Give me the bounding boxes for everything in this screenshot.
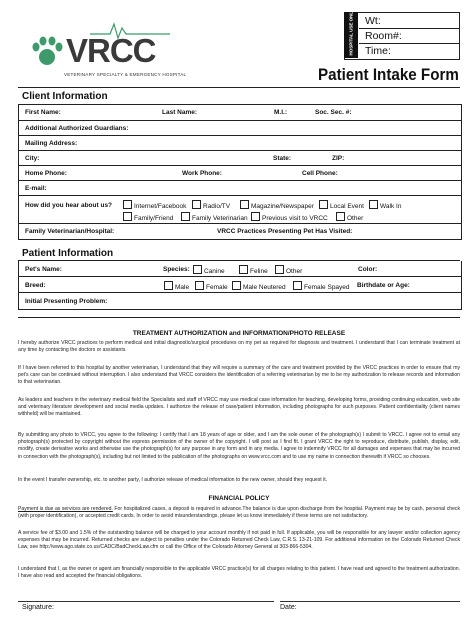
option-local-event[interactable]: Local Event — [319, 200, 364, 210]
date-line — [280, 601, 460, 602]
form-title: Patient Intake Form — [318, 66, 459, 84]
mailing-address-field[interactable]: Mailing Address: — [25, 140, 78, 147]
signature-field[interactable]: Signature: — [22, 604, 54, 611]
home-phone-field[interactable]: Home Phone: — [25, 170, 67, 177]
signature-line — [18, 601, 274, 602]
patient-info-grid — [18, 261, 462, 310]
release-paragraph-3: As leaders and teachers in the veterinary medical field the Specialists and staff of VRCC may use medical case information for teaching, developing forms, providing continuing education, web site and veterinary literature development and social media updates. I authorize the release of case/patient information, including photographs for such purposes. Patient confidentiality (client names withheld) will be maintained. — [18, 397, 460, 418]
problem-row — [19, 293, 461, 309]
header-rule — [18, 87, 460, 88]
financial-paragraph-3: I understand that I, as the owner or agent am financially responsible to the applicable VRCC practice(s) for all charges relating to this patient. I have read and agreed to the treatment authorization. I have also read and accepted the financial obligations. — [18, 566, 460, 580]
payment-due-text: Payment is due as services are rendered. — [18, 506, 113, 512]
checkbox[interactable] — [319, 200, 328, 209]
sex-male[interactable]: Male — [164, 281, 189, 291]
checkbox[interactable] — [240, 200, 249, 209]
hear-about-row — [19, 196, 461, 224]
species-canine[interactable]: Canine — [193, 265, 225, 275]
checkbox[interactable] — [275, 265, 284, 274]
checkbox[interactable] — [239, 265, 248, 274]
phone-row — [19, 166, 461, 181]
patient-info-heading: Patient Information — [22, 248, 114, 259]
time-label: Time: — [365, 45, 391, 57]
release-paragraph-5: In the event I transfer ownership, etc. to another party, I authorize release of medical information to the new owner, should they request it. — [18, 477, 328, 483]
ssn-field[interactable]: Soc. Sec. #: — [315, 109, 352, 116]
species-label: Species: — [163, 266, 190, 273]
guardians-field[interactable]: Additional Authorized Guardians: — [25, 125, 129, 132]
problem-line — [18, 317, 460, 318]
breed-field[interactable]: Breed: — [25, 282, 46, 289]
checkbox[interactable] — [336, 212, 345, 221]
color-field[interactable]: Color: — [358, 266, 378, 273]
sex-female-spayed[interactable]: Female Spayed — [293, 281, 350, 291]
release-title: TREATMENT AUTHORIZATION and INFORMATION/PHOTO RELEASE — [132, 330, 346, 337]
checkbox[interactable] — [164, 281, 173, 290]
state-field[interactable]: State: — [273, 155, 292, 162]
presenting-problem-field[interactable]: Initial Presenting Problem: — [25, 298, 108, 305]
room-label: Room#: — [365, 30, 402, 42]
checkbox[interactable] — [293, 281, 302, 290]
date-field[interactable]: Date: — [280, 604, 297, 611]
hospital-use-label: HOSPITAL USE ONLY — [348, 9, 354, 56]
checkbox[interactable] — [195, 281, 204, 290]
checkbox[interactable] — [123, 212, 132, 221]
pet-name-field[interactable]: Pet's Name: — [25, 266, 62, 273]
client-info-grid — [18, 104, 462, 240]
hospital-use-tab — [344, 9, 358, 58]
checkbox[interactable] — [232, 281, 241, 290]
release-paragraph-2: If I have been referred to this hospital by another veterinarian, I understand that they will require a summary of the care and treatment provided by the VRCC practices in order to ensure that my pet's care can be continued without interruption. I also understand that VRCC considers the identification of a referring veterinarian by me to be my authorization to release records and information to that veterinarian. — [18, 365, 460, 386]
name-row — [19, 105, 461, 121]
option-radio[interactable]: Radio/TV — [192, 200, 230, 210]
checkbox[interactable] — [123, 200, 132, 209]
family-vet-row — [19, 224, 461, 239]
checkbox[interactable] — [181, 212, 190, 221]
email-field[interactable]: E-mail: — [25, 185, 47, 192]
checkbox[interactable] — [193, 265, 202, 274]
work-phone-field[interactable]: Work Phone: — [182, 170, 222, 177]
presenting-vet-field[interactable]: VRCC Practices Presenting Pet Has Visited: — [217, 228, 353, 235]
hospital-use-box — [344, 9, 460, 60]
financial-title: FINANCIAL POLICY — [208, 495, 270, 502]
city-row — [19, 151, 461, 166]
release-paragraph-4: By submitting any photo to VRCC, you agree to the following: I certify that I am 18 years of age or older, and I am the sole owner of the photograph(s) I submit to VRCC. I agree not to email any photograph(s) protected by copyright without the express permission of the owner of the copyright. I will post as I find fit. I grant VRCC the right to reproduce, distribute, publish, display, edit, modify, create derivative works and otherwise use the photograph(s) for any purpose in any form and in any media. I agree to indemnify VRCC for all damages and expenses that may be incurred in connection with the photograph(s), including but not limited to the publication of the photographs on www.vrcc.com and to use my name in connection therewith if VRCC so chooses. — [18, 432, 460, 460]
checkbox[interactable] — [251, 212, 260, 221]
family-vet-field[interactable]: Family Veterinarian/Hospital: — [25, 228, 115, 235]
wt-label: Wt: — [365, 15, 381, 27]
release-paragraph-1: I hereby authorize VRCC practices to perform medical and initial diagnostic/surgical procedures on my pet as required for diagnosis and treatment. I understand that I can terminate treatment at any time by contacting the doctors or assistants. — [18, 340, 460, 354]
city-field[interactable]: City: — [25, 155, 40, 162]
option-other[interactable]: Other — [336, 212, 363, 222]
option-previous-visit[interactable]: Previous visit to VRCC — [251, 212, 328, 222]
species-feline[interactable]: Feline — [239, 265, 268, 275]
cell-phone-field[interactable]: Cell Phone: — [302, 170, 338, 177]
sex-male-neutered[interactable]: Male Neutered — [232, 281, 286, 291]
option-magazine[interactable]: Magazine/Newspaper — [240, 200, 314, 210]
checkbox[interactable] — [192, 200, 201, 209]
last-name-field[interactable]: Last Name: — [162, 109, 198, 116]
species-other[interactable]: Other — [275, 265, 302, 275]
sex-female[interactable]: Female — [195, 281, 228, 291]
option-internet[interactable]: Internet/Facebook — [123, 200, 186, 210]
pet-name-row — [19, 261, 461, 277]
mi-field[interactable]: M.I.: — [274, 109, 287, 116]
payment-terms-text: For hospitalized cases, a deposit is required in advance.The balance is due upon discharge from the hospital. Payment may be by cash, personal check (with proper identification), or accepted credit cards. In order to avoid misunderstandings, please let us know immediately if these terms are not satisfactory. — [18, 506, 460, 520]
logo-subtitle: VETERINARY SPECIALTY & EMERGENCY HOSPITAL — [64, 72, 187, 77]
zip-field[interactable]: ZIP: — [332, 155, 345, 162]
financial-paragraph-1 — [18, 506, 460, 520]
option-family-vet[interactable]: Family Veterinarian — [181, 212, 248, 222]
birthdate-field[interactable]: Birthdate or Age: — [357, 282, 410, 289]
guardians-row — [19, 121, 461, 136]
checkbox[interactable] — [369, 200, 378, 209]
hear-about-label: How did you hear about us? — [25, 202, 113, 209]
paw-logo-icon — [30, 35, 64, 69]
breed-row — [19, 277, 461, 293]
financial-paragraph-2: A service fee of $3.00 and 1.5% of the outstanding balance will be charged to your account monthly if not paid in full. If applicable, you will be responsible for any lawyer and/or collection agency expenses that may be incurred. Returned checks are subject to penalties under the Colorado Returned Check Law, C.R.S. 13-21-109. For additional information on the Colorado Returned Check Law, see http://www.ago.state.co.us/CADC/BadCheckLaw.cfm or call the Office of the Colorado Attorney General at 303-866-5304. — [18, 530, 460, 551]
first-name-field[interactable]: First Name: — [25, 109, 61, 116]
mailing-row — [19, 136, 461, 151]
option-walk-in[interactable]: Walk In — [369, 200, 401, 210]
email-row — [19, 181, 461, 196]
option-family-friend[interactable]: Family/Friend — [123, 212, 173, 222]
client-info-heading: Client Information — [22, 91, 108, 102]
logo-wordmark: VRCC — [66, 32, 156, 69]
